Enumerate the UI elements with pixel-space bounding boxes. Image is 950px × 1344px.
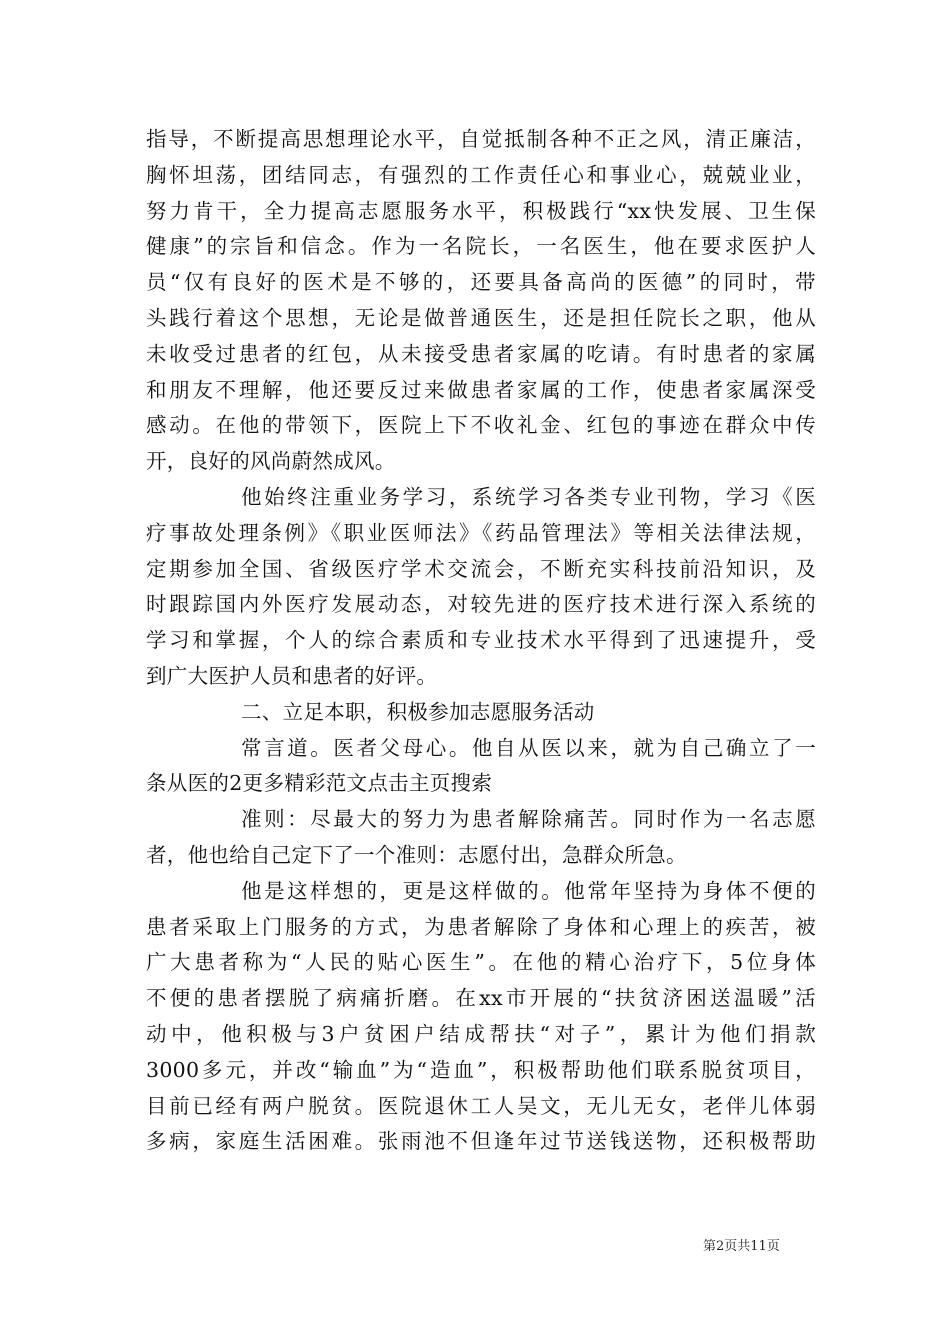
text-line: 多病，家庭生活困难。张雨池不但逢年过节送钱送物，还积极帮助 — [146, 1129, 816, 1154]
paragraph-4 — [146, 731, 816, 803]
text-line: 条从医的2更多精彩范文点击主页搜索 — [146, 771, 493, 796]
text-line: 目前已经有两户脱贫。医院退休工人吴文，无儿无女，老伴儿体弱 — [146, 1093, 816, 1118]
text-line: 头践行着这个思想，无论是做普通医生，还是担任院长之职，他从 — [146, 305, 816, 330]
text-line: 动中，他积极与3户贫困户结成帮扶“对子”，累计为他们捐款 — [146, 1021, 816, 1046]
text-line: 疗事故处理条例》《职业医师法》《药品管理法》等相关法律法规， — [146, 520, 816, 545]
paragraph-1 — [146, 122, 816, 480]
section-heading — [146, 695, 816, 731]
text-line: 员“仅有良好的医术是不够的，还要具备高尚的医德”的同时，带 — [146, 270, 816, 295]
text-line: 患者采取上门服务的方式，为患者解除了身体和心理上的疾苦，被 — [146, 914, 816, 939]
text-line: 开，良好的风尚蔚然成风。 — [146, 449, 396, 474]
text-line: 时跟踪国内外医疗发展动态，对较先进的医疗技术进行深入系统的 — [146, 592, 816, 617]
text-line: 健康”的宗旨和信念。作为一名院长，一名医生，他在要求医护人 — [146, 234, 816, 259]
heading-text: 二、立足本职，积极参加志愿服务活动 — [241, 699, 595, 724]
text-line: 他是这样想的，更是这样做的。他常年坚持为身体不便的 — [241, 878, 816, 903]
text-line: 指导，不断提高思想理论水平，自觉抵制各种不正之风，清正廉洁， — [146, 127, 816, 151]
text-line: 定期参加全国、省级医疗学术交流会，不断充实科技前沿知识，及 — [146, 556, 816, 581]
text-line: 常言道。医者父母心。他自从医以来，就为自己确立了一 — [241, 735, 816, 760]
document-body — [146, 122, 816, 1160]
paragraph-6 — [146, 874, 816, 1160]
text-line: 广大患者称为“人民的贴心医生”。在他的精心治疗下，5位身体 — [146, 950, 816, 975]
text-line: 者，他也给自己定下了一个准则：志愿付出，急群众所急。 — [146, 842, 687, 867]
text-line: 努力肯干，全力提高志愿服务水平，积极践行“xx快发展、卫生保 — [146, 198, 816, 223]
text-line: 不便的患者摆脱了病痛折磨。在xx市开展的“扶贫济困送温暖”活 — [146, 986, 816, 1011]
text-line: 学习和掌握，个人的综合素质和专业技术水平得到了迅速提升，受 — [146, 628, 816, 653]
text-line: 3000多元，并改“输血”为“造血”，积极帮助他们联系脱贫项目， — [146, 1057, 816, 1082]
text-line: 他始终注重业务学习，系统学习各类专业刊物，学习《医 — [241, 484, 816, 509]
page-number: 第2页共11页 — [703, 1239, 780, 1254]
text-line: 和朋友不理解，他还要反过来做患者家属的工作，使患者家属深受 — [146, 377, 816, 402]
text-line: 胸怀坦荡，团结同志，有强烈的工作责任心和事业心，兢兢业业， — [146, 162, 816, 187]
paragraph-5 — [146, 802, 816, 874]
text-line: 未收受过患者的红包，从未接受患者家属的吃请。有时患者的家属 — [146, 341, 816, 366]
text-line: 感动。在他的带领下，医院上下不收礼金、红包的事迹在群众中传 — [146, 413, 816, 438]
text-line: 到广大医护人员和患者的好评。 — [146, 663, 438, 688]
text-line: 准则：尽最大的努力为患者解除痛苦。同时作为一名志愿 — [241, 807, 816, 832]
paragraph-2 — [146, 480, 816, 695]
